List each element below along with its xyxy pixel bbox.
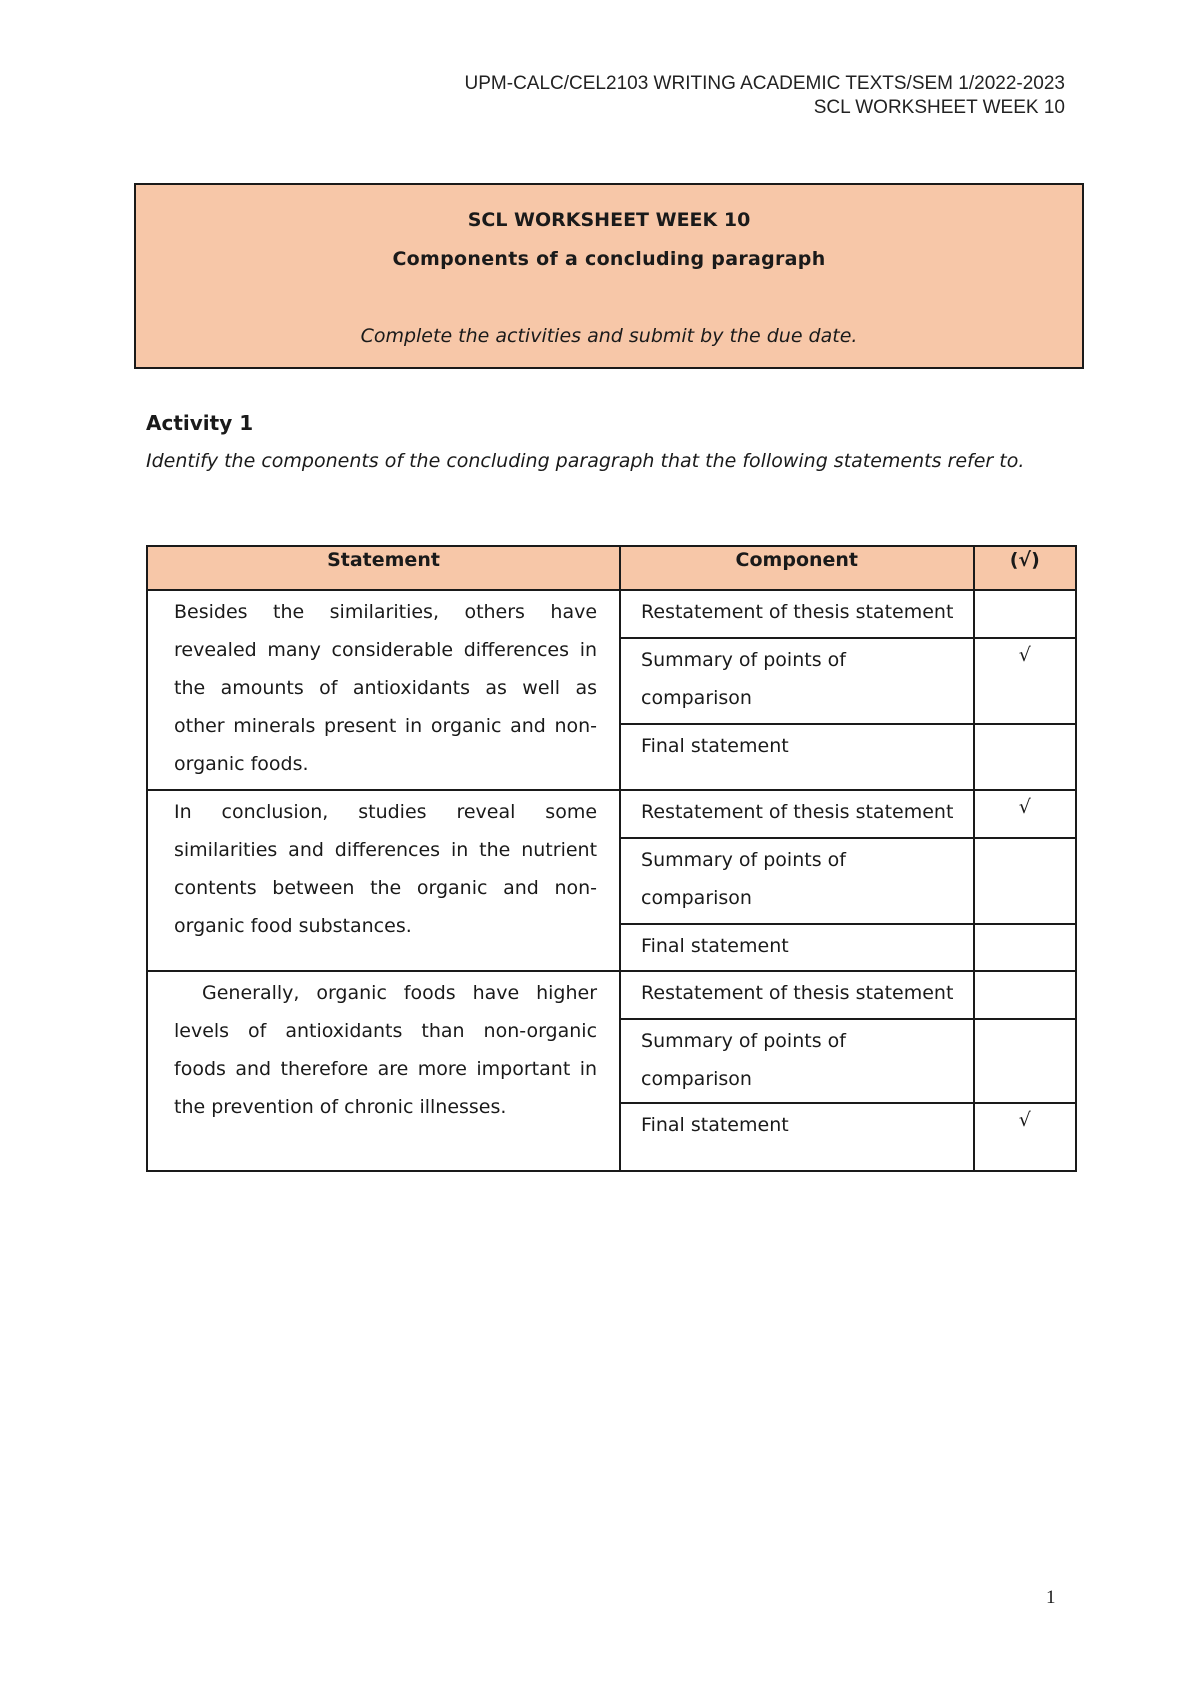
component-cell: Summary of points of comparison bbox=[620, 1019, 974, 1103]
component-cell: Final statement bbox=[620, 1103, 974, 1171]
activity-title: Activity 1 bbox=[146, 411, 254, 435]
component-cell: Final statement bbox=[620, 924, 974, 971]
table-row bbox=[147, 790, 1076, 838]
tick-cell[interactable] bbox=[974, 724, 1076, 790]
header-worksheet-line: SCL WORKSHEET WEEK 10 bbox=[813, 97, 1065, 118]
page-number: 1 bbox=[1046, 1587, 1056, 1608]
worksheet-title-box bbox=[134, 183, 1084, 369]
activity-instruction: Identify the components of the concluding paragraph that the following statements refer to. bbox=[146, 450, 1025, 472]
tick-cell[interactable] bbox=[974, 971, 1076, 1019]
tick-cell[interactable] bbox=[974, 1019, 1076, 1103]
worksheet-subtitle: Components of a concluding paragraph bbox=[392, 248, 826, 270]
statement-text: Generally, organic foods have higher levels of antioxidants than non-organic foods and therefore are more important in the prevention of chronic illnesses. bbox=[174, 982, 598, 1118]
header-tick: (√) bbox=[974, 546, 1076, 590]
components-table bbox=[146, 545, 1077, 1172]
tick-cell[interactable]: √ bbox=[974, 638, 1076, 724]
tick-cell[interactable]: √ bbox=[974, 790, 1076, 838]
table-row bbox=[147, 590, 1076, 638]
statement-cell bbox=[147, 971, 620, 1171]
tick-cell[interactable]: √ bbox=[974, 1103, 1076, 1171]
component-cell: Restatement of thesis statement bbox=[620, 590, 974, 638]
tick-cell[interactable] bbox=[974, 838, 1076, 924]
component-cell: Summary of points of comparison bbox=[620, 838, 974, 924]
statement-cell: In conclusion, studies reveal some similarities and differences in the nutrient contents between the organic and non-organic food substances. bbox=[147, 790, 620, 971]
table-row bbox=[147, 971, 1076, 1019]
statement-cell: Besides the similarities, others have revealed many considerable differences in the amounts of antioxidants as well as other minerals present in organic and non-organic foods. bbox=[147, 590, 620, 790]
worksheet-title: SCL WORKSHEET WEEK 10 bbox=[467, 209, 751, 231]
header-course-line: UPM-CALC/CEL2103 WRITING ACADEMIC TEXTS/SEM 1/2022-2023 bbox=[464, 73, 1065, 94]
worksheet-instruction: Complete the activities and submit by the due date. bbox=[360, 325, 858, 347]
header-component: Component bbox=[620, 546, 974, 590]
component-cell: Restatement of thesis statement bbox=[620, 971, 974, 1019]
table-header-row bbox=[147, 546, 1076, 590]
tick-cell[interactable] bbox=[974, 924, 1076, 971]
component-cell: Final statement bbox=[620, 724, 974, 790]
component-cell: Restatement of thesis statement bbox=[620, 790, 974, 838]
component-cell: Summary of points of comparison bbox=[620, 638, 974, 724]
document-header bbox=[465, 72, 1065, 120]
tick-cell[interactable] bbox=[974, 590, 1076, 638]
header-statement: Statement bbox=[147, 546, 620, 590]
